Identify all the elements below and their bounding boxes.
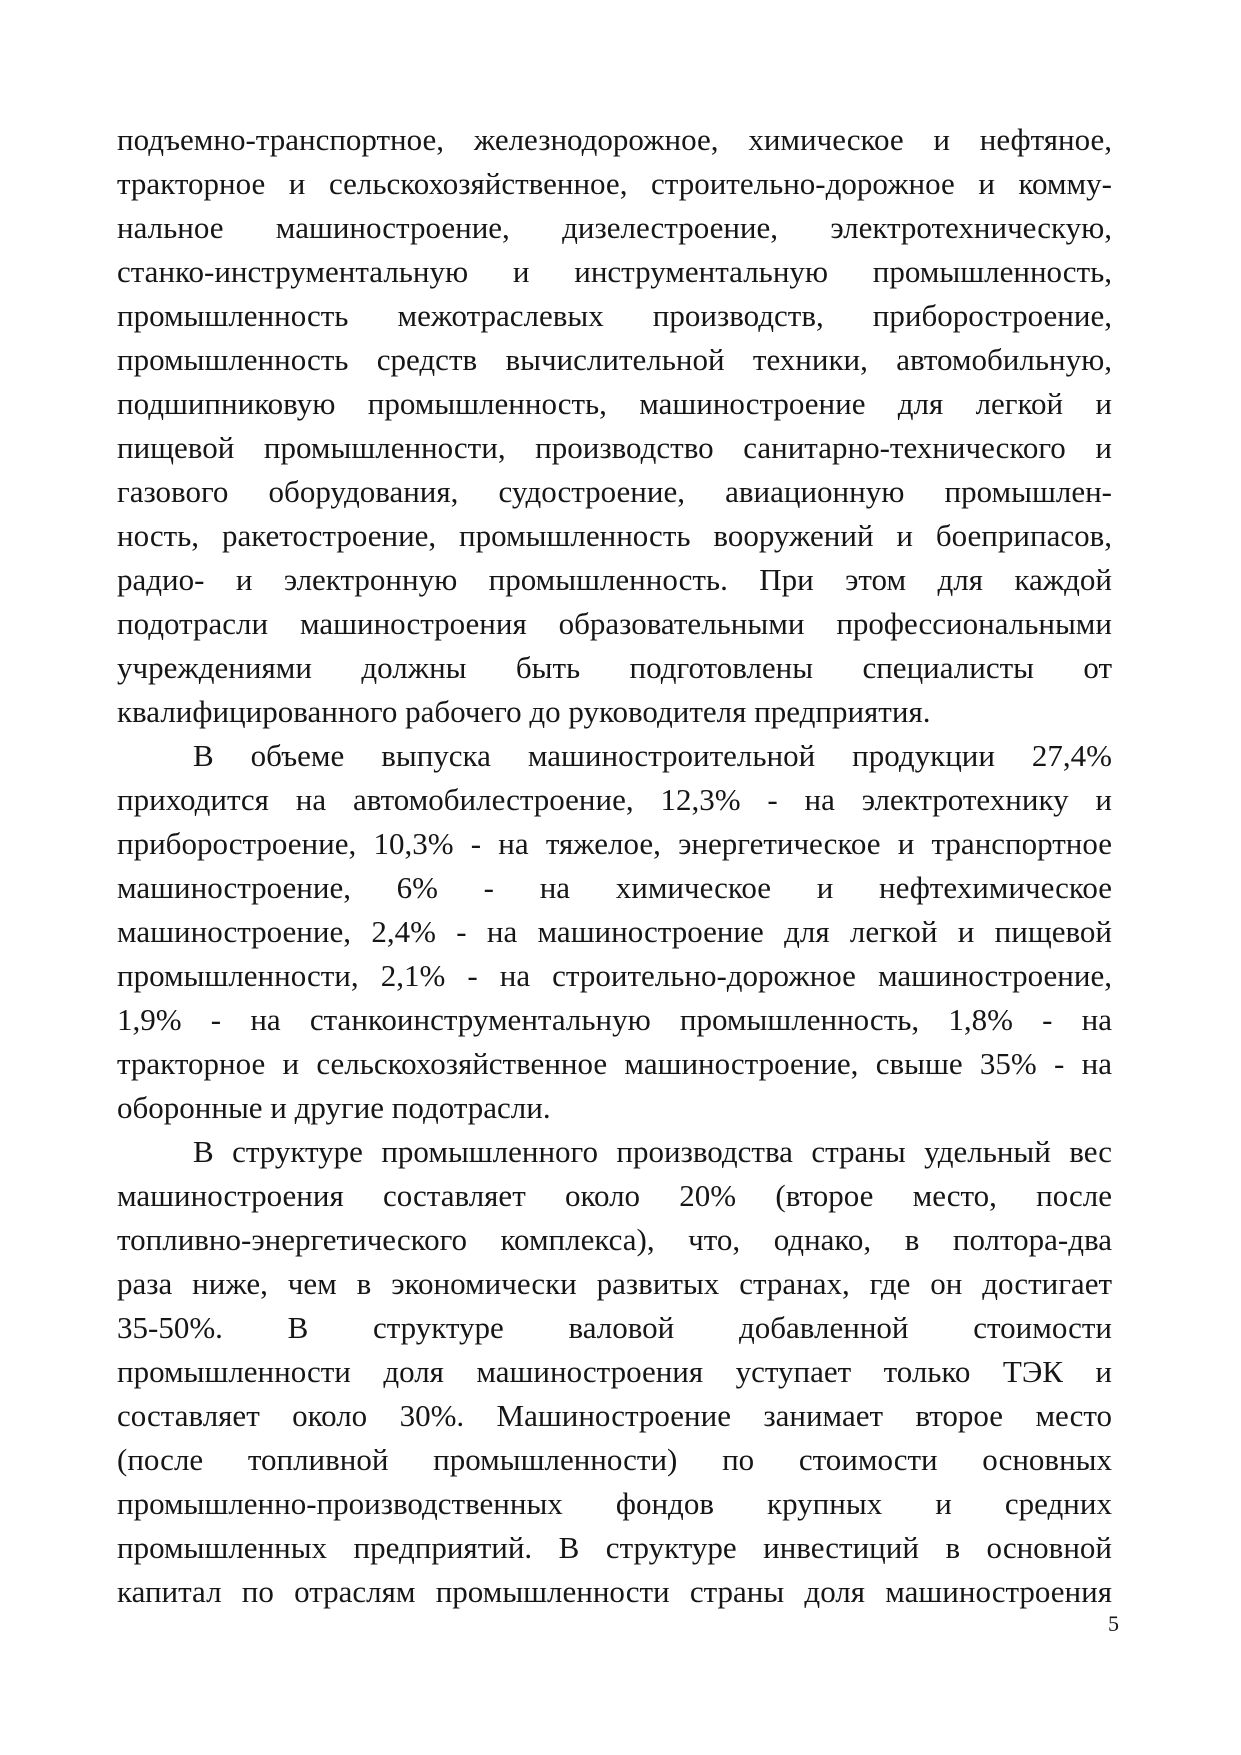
text-line: машиностроение, 6% - на химическое и нефтехимическое: [117, 870, 1112, 905]
text-line: промышленность средств вычислительной техники, автомобильную,: [117, 342, 1112, 377]
text-line: В объеме выпуска машиностроительной продукции 27,4%: [193, 738, 1112, 773]
text-line: В структуре промышленного производства страны удельный вес: [193, 1134, 1112, 1169]
text-line: тракторное и сельскохозяйственное машиностроение, свыше 35% - на: [117, 1046, 1112, 1081]
text-line: станко-инструментальную и инструментальную промышленность,: [117, 254, 1112, 289]
text-line: (после топливной промышленности) по стоимости основных: [117, 1442, 1112, 1477]
text-line: подшипниковую промышленность, машиностроение для легкой и: [117, 386, 1112, 421]
page-number: 5: [1108, 1611, 1119, 1636]
text-line: подъемно-транспортное, железнодорожное, химическое и нефтяное,: [117, 122, 1112, 157]
text-line: машиностроения составляет около 20% (второе место, после: [117, 1178, 1112, 1213]
text-line: 1,9% - на станкоинструментальную промышленность, 1,8% - на: [117, 1002, 1112, 1037]
text-line: промышленно-производственных фондов крупных и средних: [117, 1486, 1112, 1521]
text-line: учреждениями должны быть подготовлены специалисты от: [117, 650, 1112, 685]
text-line: топливно-энергетического комплекса), что, однако, в полтора-два: [117, 1222, 1112, 1257]
text-line: нальное машиностроение, дизелестроение, электротехническую,: [117, 210, 1112, 245]
text-line: промышленности, 2,1% - на строительно-дорожное машиностроение,: [117, 958, 1112, 993]
text-line: радио- и электронную промышленность. При этом для каждой: [117, 562, 1112, 597]
text-line: машиностроение, 2,4% - на машиностроение для легкой и пищевой: [117, 914, 1112, 949]
text-line: оборонные и другие подотрасли.: [117, 1090, 551, 1125]
body-text: [117, 118, 1112, 1614]
text-line: приборостроение, 10,3% - на тяжелое, энергетическое и транспортное: [117, 826, 1112, 861]
text-line: тракторное и сельскохозяйственное, строительно-дорожное и комму-: [117, 166, 1112, 201]
text-line: промышленных предприятий. В структуре инвестиций в основной: [117, 1530, 1112, 1565]
text-line: ность, ракетостроение, промышленность вооружений и боеприпасов,: [117, 518, 1112, 553]
text-line: раза ниже, чем в экономически развитых странах, где он достигает: [117, 1266, 1112, 1301]
text-line: газового оборудования, судостроение, авиационную промышлен-: [117, 474, 1112, 509]
text-line: промышленности доля машиностроения уступает только ТЭК и: [117, 1354, 1112, 1389]
text-line: составляет около 30%. Машиностроение занимает второе место: [117, 1398, 1112, 1433]
text-line: подотрасли машиностроения образовательными профессиональными: [117, 606, 1112, 641]
text-line: пищевой промышленности, производство санитарно-технического и: [117, 430, 1112, 465]
text-line: квалифицированного рабочего до руководителя предприятия.: [117, 694, 931, 729]
text-line: приходится на автомобилестроение, 12,3% - на электротехнику и: [117, 782, 1112, 817]
text-line: промышленность межотраслевых производств, приборостроение,: [117, 298, 1112, 333]
text-line: 35-50%. В структуре валовой добавленной стоимости: [117, 1310, 1112, 1345]
text-line: капитал по отраслям промышленности страны доля машиностроения: [117, 1574, 1112, 1609]
